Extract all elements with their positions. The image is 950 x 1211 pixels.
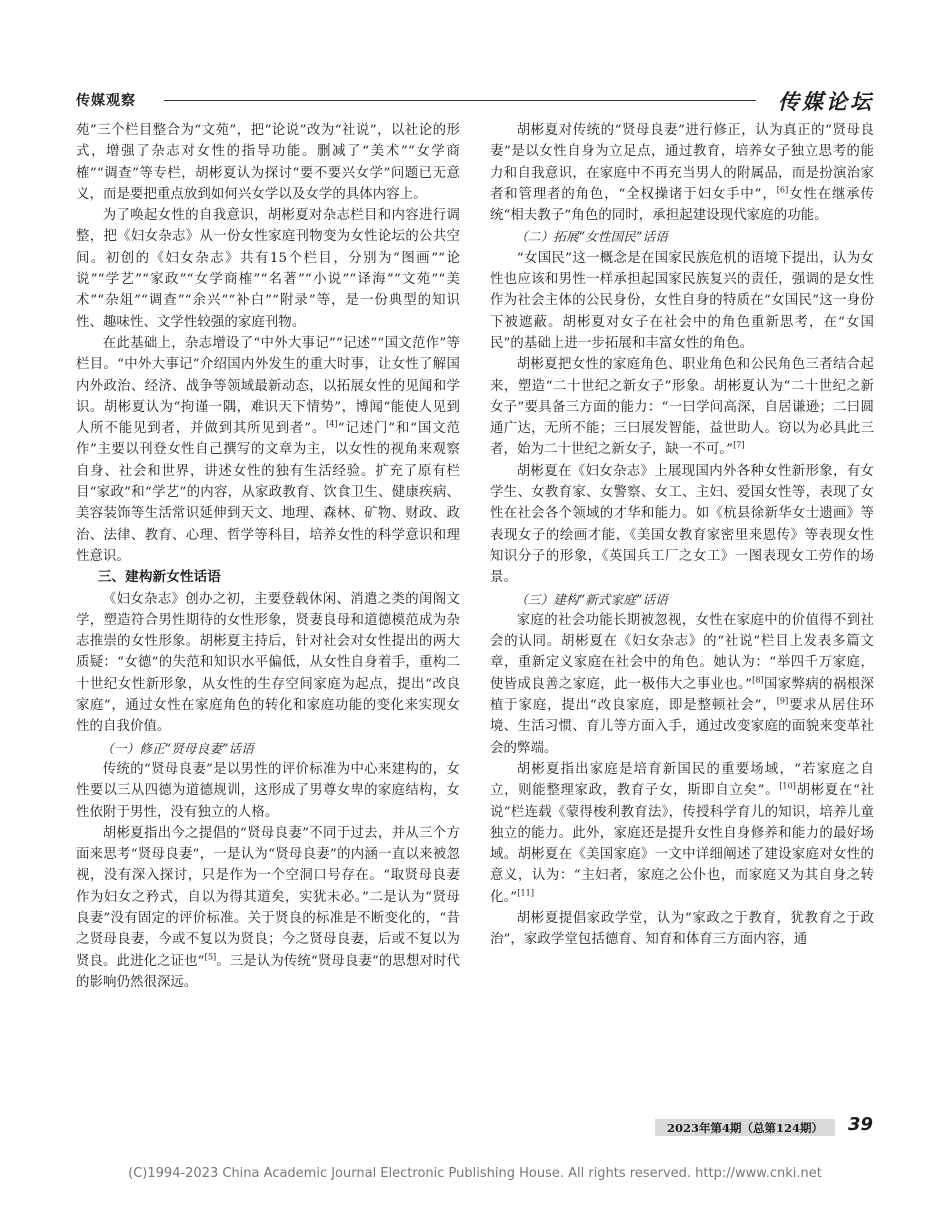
text-run: （一）修正“贤母良妻”话语 xyxy=(101,740,254,756)
copyright-notice: (C)1994-2023 China Academic Journal Electronic Publishing House. All rights reserved. http://www.cnki.net xyxy=(128,1166,822,1181)
text-run: 传统的“贤母良妻”是以男性的评价标准为中心来建构的，女性要以三从四德为道德规训，这形成了男尊女卑的家庭结构，女性依附于男性，没有独立的人格。 xyxy=(76,761,460,820)
text-run: 国家弊病的祸根深植于家庭，提出“改良家庭，即是整顿社会”， xyxy=(490,676,874,714)
paragraph xyxy=(76,759,460,823)
citation-ref: [11] xyxy=(517,888,535,898)
citation-ref: [5] xyxy=(204,952,217,962)
page-footer xyxy=(655,1116,873,1140)
issue-label: 2023年第4期（总第124期） xyxy=(666,1121,823,1135)
citation-ref: [7] xyxy=(733,440,745,450)
text-run: 在此基础上，杂志增设了“中外大事记”“记述”“国文范作”等栏目。“中外大事记”介绍国内外发生的重大时事，让女性了解国内外政治、经济、战争等领域最新动态，以拓展女性的见闻和学识。胡彬夏认为“拘谨一隅，难识天下情势”，博闻“能使人见到人所不能见到者，并做到其所见到者”。 xyxy=(76,335,460,437)
text-run: 要求从居住环境、生活习惯、育儿等方面入手，通过改变家庭的面貌来变革社会的弊端。 xyxy=(490,698,874,756)
text-run: 家庭的社会功能长期被忽视，女性在家庭中的价值得不到社会的认同。胡彬夏在《妇女杂志》的“社说”栏目上发表多篇文章，重新定义家庭在社会中的角色。她认为：“举四千万家庭，使皆成良善之家庭，此一极伟大之事业也。” xyxy=(490,612,874,692)
text-run: 胡彬夏在“社说”栏连载《蒙得梭利教育法》，传授科学育儿的知识，培养儿童独立的能力。此外，家庭还是提升女性自身修养和能力的最好场域。胡彬夏在《美国家庭》一文中详细阐述了建设家庭对女性的意义，认为：“主妇者，家庭之公仆也，而家庭又为其自身之转化。” xyxy=(490,783,874,905)
header-rule xyxy=(164,100,756,101)
text-run: 胡彬夏指出今之提倡的“贤母良妻”不同于过去，并从三个方面来思考“贤母良妻”，一是认为“贤母良妻”的内涵一直以来被忽视，没有深入探讨，只是作为一个空洞口号存在。“取贤母良妻作为妇女之矜式，自以为得其道矣，实犹未必。”二是认为“贤母良妻”没有固定的评价标准。关于贤良的标准是不断变化的，“昔之贤母良妻，今或不复以为贤良；今之贤母良妻，后或不复以为贤良。此进化之证也” xyxy=(76,825,460,969)
text-run: “女国民”这一概念是在国家民族危机的语境下提出，认为女性也应该和男性一样承担起国家民族复兴的责任，强调的是女性作为社会主体的公民身份，女性自身的特质在“女国民”这一身份下被遮蔽。胡彬夏对女子在社会中的角色重新思考，在“女国民”的基础上进一步拓展和丰富女性的角色。 xyxy=(490,250,874,351)
text-run: 女性在继承传统“相夫教子”角色的同时，承担起建设现代家庭的功能。 xyxy=(490,186,874,224)
citation-ref: [9] xyxy=(776,696,789,706)
subsection-heading xyxy=(490,226,874,247)
running-header xyxy=(76,88,874,116)
paragraph xyxy=(76,589,460,738)
text-run: 《妇女杂志》创办之初，主要登载休闲、消遣之类的闺阁文学，塑造符合男性期待的女性形象，贤妻良母和道德模范成为杂志推崇的女性形象。胡彬夏主持后，针对社会对女性提出的两大质疑：“女德”的失范和知识水平偏低，从女性自身着手，重构二十世纪女性新形象，从女性的生存空间家庭为起点，提出“改良家庭”，通过女性在家庭角色的转化和家庭功能的变化来实现女性的自我价值。 xyxy=(76,591,460,735)
text-run: “记述门”和“国文范作”主要以刊登女性自己撰写的文章为主，以女性的视角来观察自身、社会和世界，讲述女性的独有生活经验。扩充了原有栏目“家政”和“学艺”的内容，从家政教育、饮食卫生、健康疾病、美容装饰等生活常识延伸到天文、地理、森林、矿物、财政、政治、法律、教育、心理、哲学等科目，培养女性的科学意识和理性意识。 xyxy=(76,421,460,564)
text-run: 胡彬夏在《妇女杂志》上展现国内外各种女性新形象，有女学生、女教育家、女警察、女工、主妇、爱国女性等，表现了女性在社会各个领域的才华和能力。如《杭县徐新华女士遗画》等表现女子的绘画才能，《美国女教育家密里来恩传》等表现女性知识分子的形象，《英国兵工厂之女工》一图表现女工劳作的场景。 xyxy=(490,463,874,586)
citation-ref: [4] xyxy=(326,419,338,429)
subsection-heading xyxy=(76,738,460,759)
citation-ref: [10] xyxy=(779,781,797,791)
citation-ref: [8] xyxy=(752,675,764,685)
paragraph xyxy=(490,908,874,951)
paragraph xyxy=(490,354,874,460)
paragraph xyxy=(76,823,460,993)
text-run: 胡彬夏提倡家政学堂，认为“家政之于教育，犹教育之于政治”，家政学堂包括德育、知育和体育三方面内容，通 xyxy=(490,910,874,948)
journal-masthead: 传媒论坛 xyxy=(778,89,874,114)
paragraph xyxy=(76,120,460,205)
citation-ref: [6] xyxy=(776,185,789,195)
section-heading xyxy=(76,567,460,588)
section-title: 传媒观察 xyxy=(76,93,136,109)
left-column xyxy=(76,120,460,993)
text-run: （三）建构“新式家庭”话语 xyxy=(515,591,668,607)
paragraph xyxy=(490,461,874,589)
subsection-heading xyxy=(490,589,874,610)
text-run: 胡彬夏指出家庭是培育新国民的重要场域，“若家庭之自立，则能整理家政，教育子女，斯即自立矣”。 xyxy=(490,761,874,799)
paragraph xyxy=(490,759,874,908)
paragraph xyxy=(76,205,460,333)
page-number: 39 xyxy=(847,1114,873,1135)
text-run: 。三是认为传统“贤母良妻”的思想对时代的影响仍然很深远。 xyxy=(76,953,460,990)
text-run: 为了唤起女性的自我意识，胡彬夏对杂志栏目和内容进行调整，把《妇女杂志》从一份女性家庭刊物变为女性论坛的公共空间。初创的《妇女杂志》共有15个栏目，分别为“图画”“论说”“学艺”“家政”“女学商榷”“名著”“小说”“译海”“文苑”“美术”“杂俎”“调查”“余兴”“补白”“附录”等，是一份典型的知识性、趣味性、文学性较强的家庭刊物。 xyxy=(76,208,460,330)
text-run: 苑”三个栏目整合为“文苑”，把“论说”改为“社说”，以社论的形式，增强了杂志对女性的指导功能。删减了“美术”“女学商榷”“调查”等专栏，胡彬夏认为探讨“要不要兴女学”问题已无意义，而是要把重点放到如何兴女学以及女学的具体内容上。 xyxy=(76,123,460,202)
text-run: 胡彬夏把女性的家庭角色、职业角色和公民角色三者结合起来，塑造“二十世纪之新女子”形象。胡彬夏认为“二十世纪之新女子”要具备三方面的能力：“一曰学问高深，自居谦逊；二曰圆通广达，无所不能；三曰展发智能，益世助人。窃以为必具此三者，始为二十世纪之新女子，缺一不可。” xyxy=(490,357,874,458)
paragraph xyxy=(490,610,874,759)
text-run: 三、建构新女性话语 xyxy=(97,569,221,586)
right-column xyxy=(490,120,874,951)
paragraph xyxy=(490,120,874,226)
paragraph xyxy=(490,248,874,354)
paragraph xyxy=(76,333,460,567)
text-run: 胡彬夏对传统的“贤母良妻”进行修正，认为真正的“贤母良妻”是以女性自身为立足点，通过教育，培养女子独立思考的能力和自我意识，在家庭中不再充当男人的附属品，而是扮演治家者和管理者的角色，“全权操诸于妇女手中”， xyxy=(490,123,874,202)
text-run: （二）拓展“女性国民”话语 xyxy=(515,229,668,245)
